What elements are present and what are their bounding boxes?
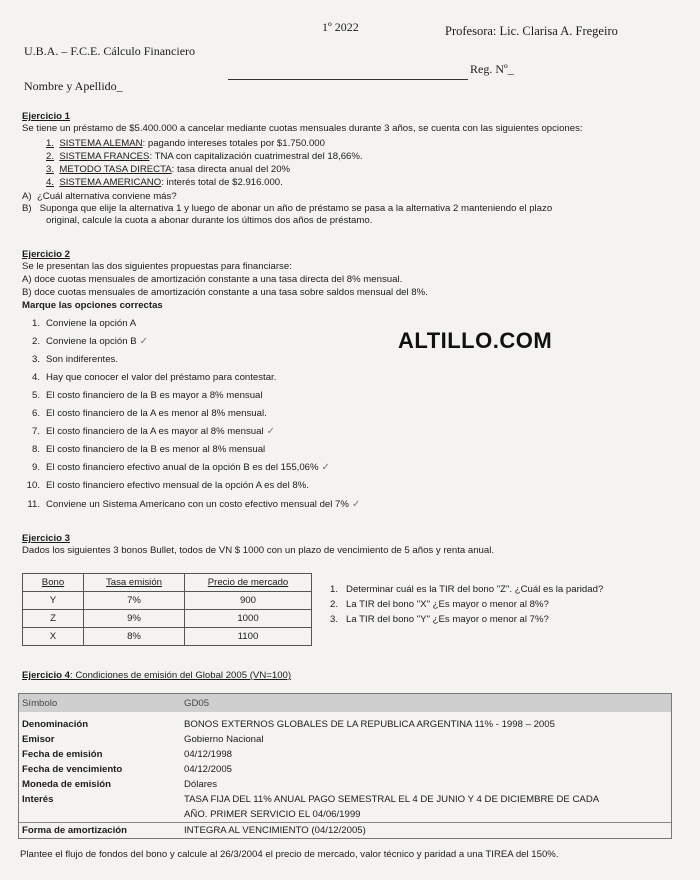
- ex4-footer: Plantee el flujo de fondos del bono y calcule al 26/3/2004 el precio de mercado, valor técnico y paridad a una TIREA del 150%.: [20, 849, 559, 860]
- ex2-proposal-a: A) doce cuotas mensuales de amortización constante a una tasa directa del 8% mensual.: [22, 274, 403, 285]
- condition-value: 04/12/2005: [184, 764, 233, 775]
- condition-value: Gobierno Nacional: [184, 734, 264, 745]
- ex2-proposal-b: B) doce cuotas mensuales de amortización constante a una tasa sobre saldos mensual del 8%.: [22, 287, 428, 298]
- ex2-title: Ejercicio 2: [22, 249, 70, 260]
- ex2-intro: Se le presentan las dos siguientes propuestas para financiarse:: [22, 261, 292, 272]
- bond-rate: 8%: [84, 628, 185, 646]
- table-row: [23, 628, 312, 646]
- condition-row: [19, 792, 671, 807]
- ex2-option: 6. El costo financiero de la A es menor al 8% mensual.: [31, 408, 267, 419]
- ex2-option: 9. El costo financiero efectivo anual de la opción B es del 155,06% ✓: [31, 462, 330, 473]
- ex2-instruction: Marque las opciones correctas: [22, 300, 163, 311]
- condition-row: [19, 777, 671, 792]
- check-mark-icon: ✓: [266, 426, 275, 437]
- condition-value: AÑO. PRIMER SERVICIO EL 04/06/1999: [184, 809, 361, 820]
- global-bond-conditions: [18, 693, 672, 839]
- ex1-option: 1. SISTEMA ALEMAN: pagando intereses totales por $1.750.000: [46, 138, 325, 149]
- condition-value: 04/12/1998: [184, 749, 233, 760]
- exam-period: 1º 2022: [322, 20, 359, 34]
- column-header: Bono: [23, 574, 84, 592]
- condition-value: INTEGRA AL VENCIMIENTO (04/12/2005): [184, 825, 366, 836]
- ex4-title: Ejercicio 4: Condiciones de emisión del Global 2005 (VN=100): [22, 670, 292, 681]
- ex2-option: 5. El costo financiero de la B es mayor a 8% mensual: [31, 390, 263, 401]
- condition-value: Dólares: [184, 779, 218, 790]
- column-header: Tasa emisión: [84, 574, 185, 592]
- condition-key: [19, 807, 184, 822]
- condition-row: [19, 747, 671, 762]
- bond-price: 1100: [185, 628, 312, 646]
- bond-price: 1000: [185, 610, 312, 628]
- bond-rate: 9%: [84, 610, 185, 628]
- conditions-header-row: [19, 694, 671, 712]
- condition-row: [19, 807, 671, 822]
- professor-name: Profesora: Lic. Clarisa A. Fregeiro: [445, 24, 618, 38]
- name-label: Nombre y Apellido_: [24, 79, 123, 93]
- ex3-intro: Dados los siguientes 3 bonos Bullet, todos de VN $ 1000 con un plazo de vencimiento de 5 años y renta anual.: [22, 545, 495, 556]
- condition-row: [19, 762, 671, 777]
- column-header: Precio de mercado: [185, 574, 312, 592]
- ex3-question: 1. Determinar cuál es la TIR del bono "Z". ¿Cuál es la paridad?: [330, 584, 604, 595]
- bond-rate: 7%: [84, 592, 185, 610]
- check-mark-icon: ✓: [139, 336, 149, 347]
- ex2-option: 3. Son indiferentes.: [31, 354, 118, 365]
- ex1-question-a: A) ¿Cuál alternativa conviene más?: [22, 191, 177, 202]
- check-mark-icon: ✓: [351, 499, 361, 510]
- altillo-watermark: ALTILLO.COM: [398, 328, 553, 353]
- ex1-question-b-cont: original, calcule la cuota a abonar durante los últimos dos años de préstamo.: [46, 215, 373, 226]
- ex1-option: 2. SISTEMA FRANCES: TNA con capitalización cuatrimestral del 18,66%.: [46, 151, 363, 162]
- table-row: [23, 592, 312, 610]
- ex1-title: Ejercicio 1: [22, 111, 70, 122]
- condition-key: Moneda de emisión: [22, 779, 112, 790]
- ex2-option: 4. Hay que conocer el valor del préstamo para contestar.: [31, 372, 277, 383]
- condition-value: GD05: [184, 697, 210, 709]
- bond-name: Z: [23, 610, 84, 628]
- condition-key: Fecha de vencimiento: [22, 764, 123, 775]
- institution-title: U.B.A. – F.C.E. Cálculo Financiero: [24, 44, 196, 58]
- condition-key: Denominación: [22, 719, 89, 730]
- ex1-option: 4. SISTEMA AMERICANO: interés total de $2.916.000.: [46, 177, 283, 188]
- bond-name: X: [23, 628, 84, 646]
- ex3-question: 3. La TIR del bono "Y" ¿Es mayor o menor al 7%?: [330, 614, 549, 625]
- bonds-table: [22, 573, 312, 646]
- reg-label: Reg. Nº_: [470, 62, 514, 76]
- table-row: [23, 610, 312, 628]
- condition-key: Emisor: [22, 734, 55, 745]
- condition-value: TASA FIJA DEL 11% ANUAL PAGO SEMESTRAL EL 4 DE JUNIO Y 4 DE DICIEMBRE DE CADA: [184, 794, 600, 805]
- ex1-option: 3. METODO TASA DIRECTA: tasa directa anual del 20%: [46, 164, 291, 175]
- ex1-question-b: B) Suponga que elije la alternativa 1 y luego de abonar un año de préstamo se pasa a la alternativa 2 manteniendo el plazo: [22, 203, 553, 214]
- ex2-option: 11. Conviene un Sistema Americano con un costo efectivo mensual del 7% ✓: [27, 499, 361, 510]
- bond-name: Y: [23, 592, 84, 610]
- condition-row: [19, 717, 671, 732]
- condition-key: Fecha de emisión: [22, 749, 103, 760]
- ex2-option: 1. Conviene la opción A: [31, 318, 137, 329]
- bond-price: 900: [185, 592, 312, 610]
- condition-row: [19, 822, 671, 838]
- check-mark-icon: ✓: [321, 462, 330, 473]
- ex1-intro: Se tiene un préstamo de $5.400.000 a cancelar mediante cuotas mensuales durante 3 años, se cuenta con las siguientes opciones:: [22, 123, 583, 134]
- condition-value: BONOS EXTERNOS GLOBALES DE LA REPUBLICA ARGENTINA 11% - 1998 – 2005: [184, 719, 555, 730]
- condition-row: [19, 732, 671, 747]
- condition-key: Símbolo: [22, 697, 58, 709]
- condition-key: Forma de amortización: [22, 825, 128, 836]
- ex2-option: 8. El costo financiero de la B es menor al 8% mensual: [31, 444, 266, 455]
- ex2-option: 7. El costo financiero de la A es mayor al 8% mensual ✓: [31, 426, 275, 437]
- table-header-row: [23, 574, 312, 592]
- condition-key: Interés: [22, 794, 54, 805]
- ex3-question: 2. La TIR del bono "X" ¿Es mayor o menor al 8%?: [330, 599, 549, 610]
- ex3-title: Ejercicio 3: [22, 533, 70, 544]
- name-line: [228, 79, 468, 80]
- ex2-option: 10. El costo financiero efectivo mensual de la opción A es del 8%.: [26, 480, 309, 491]
- ex2-option: 2. Conviene la opción B ✓: [31, 336, 149, 347]
